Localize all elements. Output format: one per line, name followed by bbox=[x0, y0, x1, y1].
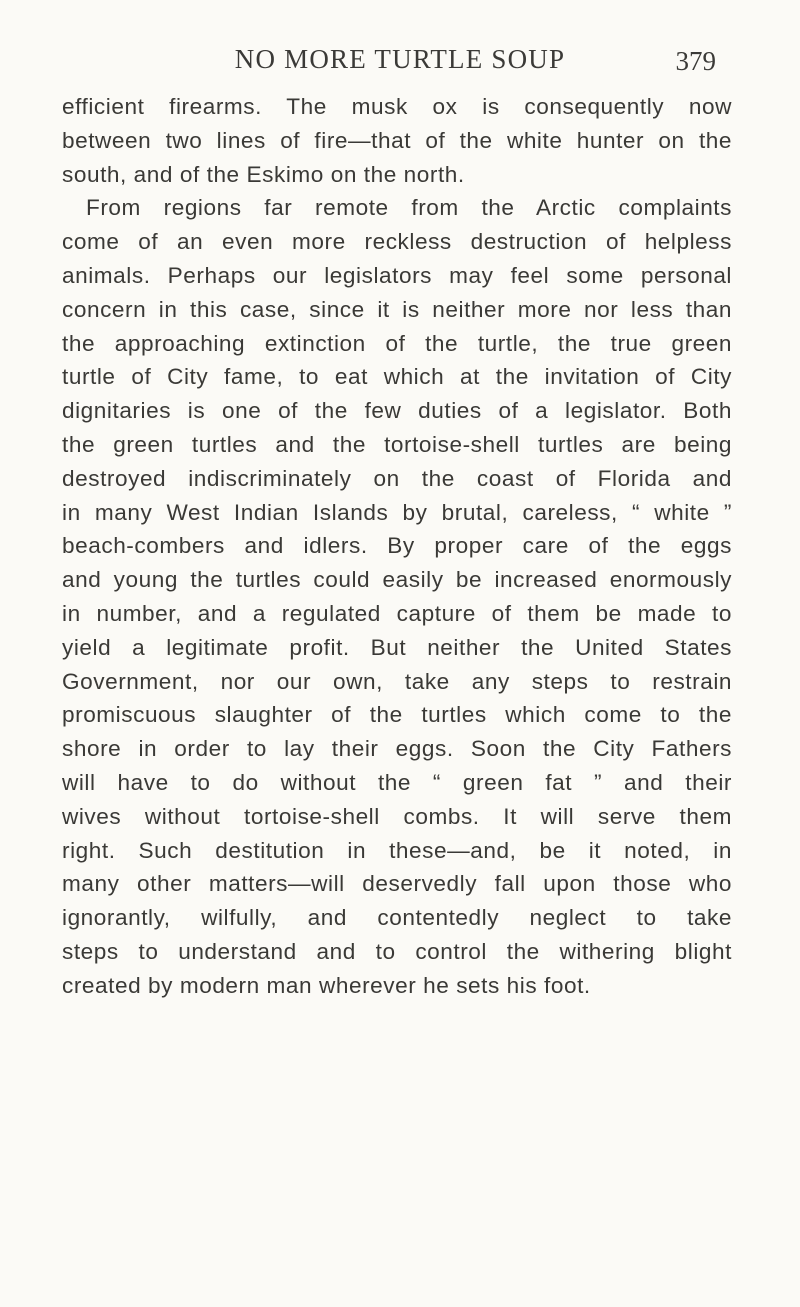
text-line: beach-combers and idlers. By proper care of the eggs bbox=[62, 533, 732, 559]
text-line: ignorantly, wilfully, and contentedly neglect to take bbox=[62, 905, 732, 931]
text-line: will have to do without the “ green fat ” and their bbox=[62, 769, 732, 795]
text-line: the green turtles and the tortoise-shell turtles are being bbox=[62, 431, 732, 457]
page-number: 379 bbox=[675, 46, 716, 76]
text-line: created by modern man wherever he sets his foot. bbox=[62, 972, 591, 998]
text-line: shore in order to lay their eggs. Soon the City Fathers bbox=[62, 736, 732, 762]
text-line: south, and of the Eskimo on the north. bbox=[62, 161, 465, 187]
text-line: in number, and a regulated capture of them be made to bbox=[62, 600, 732, 626]
body-text bbox=[62, 90, 732, 1003]
text-line: right. Such destitution in these—and, be it noted, in bbox=[62, 837, 732, 863]
running-head-title: NO MORE TURTLE SOUP bbox=[234, 44, 566, 74]
text-line: many other matters—will deservedly fall upon those who bbox=[62, 871, 732, 897]
text-line: Government, nor our own, take any steps to restrain bbox=[62, 668, 732, 694]
text-line: animals. Perhaps our legislators may feel some personal bbox=[62, 262, 732, 288]
text-line: dignitaries is one of the few duties of a legislator. Both bbox=[62, 398, 732, 424]
text-line: yield a legitimate profit. But neither the United States bbox=[62, 634, 732, 660]
text-line: destroyed indiscriminately on the coast of Florida and bbox=[62, 465, 732, 491]
text-line: efficient firearms. The musk ox is consequently now bbox=[62, 94, 732, 119]
text-line: turtle of City fame, to eat which at the invitation of City bbox=[62, 364, 732, 390]
text-line: From regions far remote from the Arctic complaints bbox=[86, 195, 732, 221]
text-line: concern in this case, since it is neither more nor less than bbox=[62, 296, 732, 322]
text-line: steps to understand and to control the withering blight bbox=[62, 938, 732, 964]
text-line: come of an even more reckless destruction of helpless bbox=[62, 229, 732, 255]
text-line: wives without tortoise-shell combs. It will serve them bbox=[62, 803, 732, 829]
text-line: promiscuous slaughter of the turtles which come to the bbox=[62, 702, 732, 728]
text-line: in many West Indian Islands by brutal, careless, “ white ” bbox=[62, 499, 732, 525]
text-line: the approaching extinction of the turtle, the true green bbox=[62, 330, 732, 356]
text-line: between two lines of fire—that of the white hunter on the bbox=[62, 127, 732, 153]
text-line: and young the turtles could easily be increased enormously bbox=[62, 567, 732, 593]
